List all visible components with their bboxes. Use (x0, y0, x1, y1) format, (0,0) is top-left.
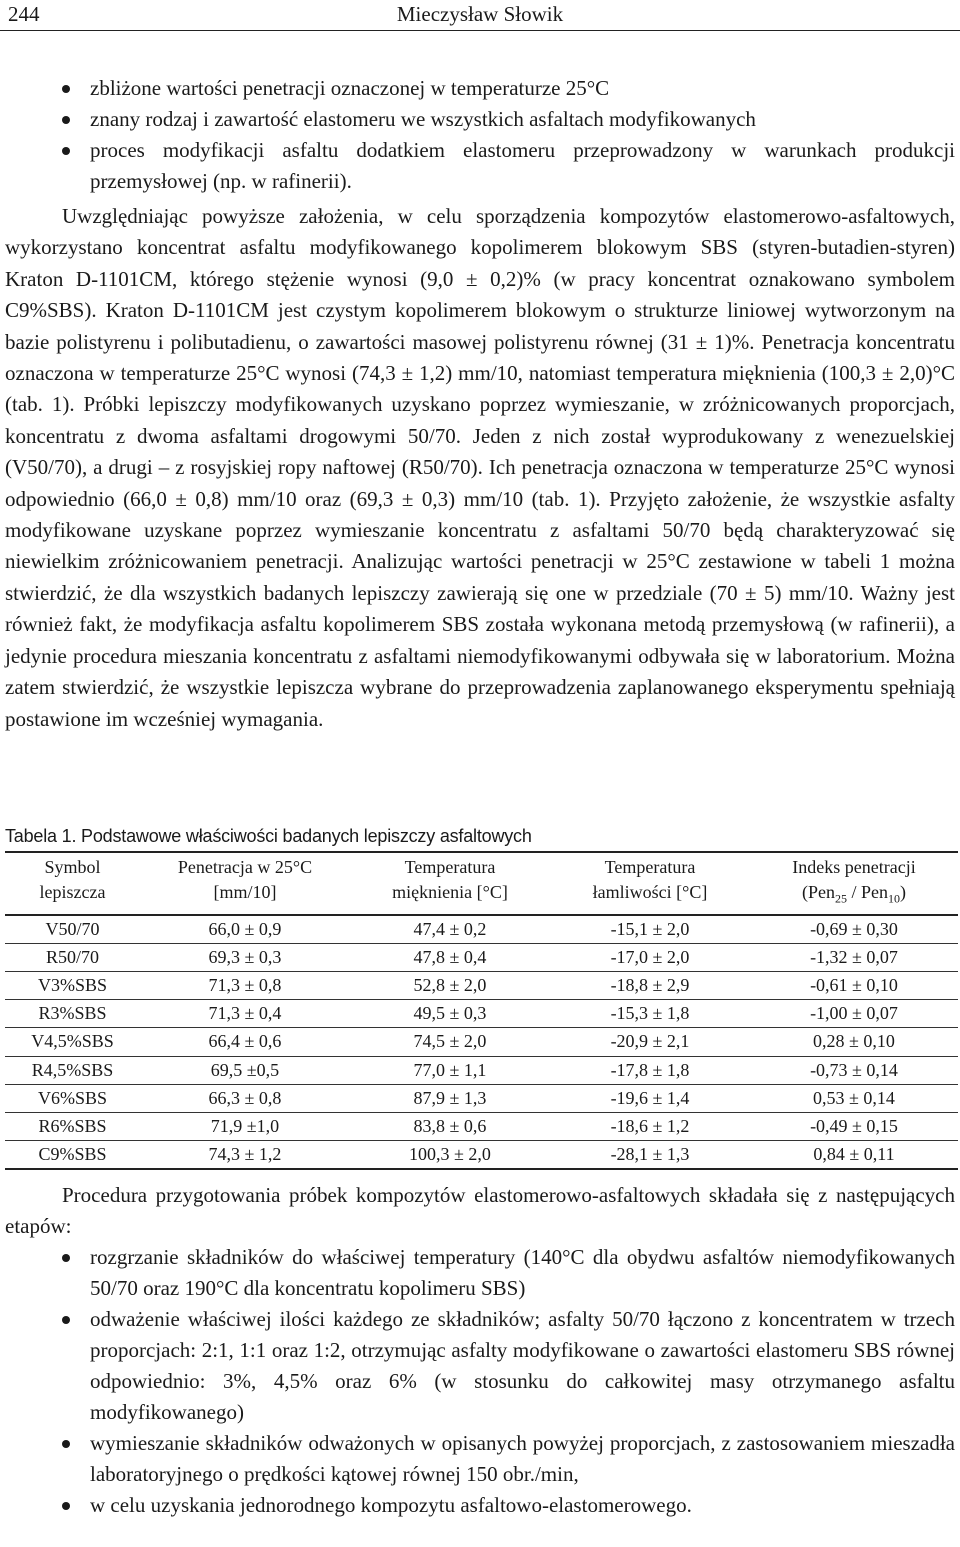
table-cell: -0,69 ± 0,30 (810, 918, 898, 939)
table-cell: -1,32 ± 0,07 (810, 946, 898, 967)
list-item (0, 104, 960, 135)
table-cell: 47,8 ± 0,4 (413, 946, 487, 967)
list-item (0, 1304, 960, 1428)
table-cell: V4,5%SBS (31, 1031, 114, 1052)
table-cell: -28,1 ± 1,3 (610, 1144, 690, 1165)
bullet-icon (62, 85, 70, 93)
table-header-row (5, 852, 958, 915)
column-header-symbol: Symbol lepiszcza (39, 857, 106, 902)
table-cell: V6%SBS (37, 1087, 108, 1108)
table-row (5, 915, 958, 944)
table-cell: V3%SBS (37, 975, 108, 995)
list-item-text: rozgrzanie składników do właściwej temperatury (140°C dla obydwu asfaltów niemodyfikowanych 50/70 oraz 190°C dla koncentratu kopolimeru SBS) (90, 1245, 955, 1300)
table-cell: 0,53 ± 0,14 (813, 1087, 895, 1108)
table-caption: Tabela 1. Podstawowe właściwości badanych lepiszczy asfaltowych (5, 826, 532, 846)
table-cell: V50/70 (45, 918, 100, 939)
paragraph-procedure (5, 1180, 955, 1243)
table-row (5, 1056, 958, 1084)
table-cell: 0,28 ± 0,10 (813, 1031, 895, 1052)
table-cell: 66,3 ± 0,8 (208, 1087, 282, 1108)
paragraph-procedure-text: Procedura przygotowania próbek kompozytów elastomerowo-asfaltowych składała się z następujących etapów: (5, 1183, 955, 1239)
table-cell: 74,5 ± 2,0 (413, 1031, 487, 1052)
table-row (5, 943, 958, 971)
table-cell: -0,61 ± 0,10 (810, 975, 898, 995)
list-item-text: odważenie właściwej ilości każdego ze składników; asfalty 50/70 łączono z koncentratem w trzech proporcjach: 2:1, 1:1 oraz 1:2, otrzymując asfalty modyfikowane o zawartości elastomeru SBS równej odpowiednio: 3%, 4,5% oraz 6% (w stosunku do całkowitej masy otrzymanego asfaltu modyfikowanego) (90, 1307, 955, 1424)
table-row (5, 1000, 958, 1028)
column-header-penetration: Penetracja w 25°C [mm/10] (177, 857, 313, 902)
table-cell: R4,5%SBS (31, 1059, 114, 1080)
page-header (0, 0, 960, 31)
list-item (0, 135, 960, 197)
table-cell: -18,8 ± 2,9 (610, 975, 690, 995)
table-cell: 69,5 ±0,5 (210, 1059, 280, 1080)
table-cell: -18,6 ± 1,2 (610, 1116, 690, 1137)
table-cell: 66,4 ± 0,6 (208, 1031, 282, 1052)
table-cell: R3%SBS (38, 1003, 107, 1024)
page-number: 244 (8, 2, 40, 26)
table-row (5, 1141, 958, 1170)
column-header-breaking-temperature: Temperatura łamliwości [°C] (592, 857, 708, 902)
list-item (0, 1428, 960, 1490)
table-cell: -17,0 ± 2,0 (610, 946, 690, 967)
table-cell: -1,00 ± 0,07 (810, 1003, 898, 1024)
table-cell: 47,4 ± 0,2 (413, 918, 487, 939)
table-row (5, 1028, 958, 1056)
table-cell: 71,9 ±1,0 (210, 1116, 280, 1137)
list-item (0, 1242, 960, 1304)
table-cell: -0,73 ± 0,14 (810, 1059, 898, 1080)
table-cell: -0,49 ± 0,15 (810, 1116, 898, 1137)
paragraph-main (5, 201, 955, 735)
list-item (0, 1490, 960, 1521)
bullet-list-procedure (0, 1242, 960, 1521)
table-cell: 69,3 ± 0,3 (208, 946, 282, 967)
table-cell: 71,3 ± 0,4 (208, 1003, 282, 1024)
bullet-icon (62, 1502, 70, 1510)
table-cell: -15,3 ± 1,8 (610, 1003, 690, 1024)
table-cell: 52,8 ± 2,0 (413, 975, 487, 995)
table-cell: 100,3 ± 2,0 (409, 1144, 491, 1165)
column-header-softening-temperature: Temperatura mięknienia [°C] (392, 857, 508, 902)
table-cell: 83,8 ± 0,6 (413, 1116, 487, 1137)
table-cell: 77,0 ± 1,1 (413, 1059, 487, 1080)
running-head-author: Mieczysław Słowik (396, 2, 564, 26)
column-header-penetration-index: Indeks penetracji (Pen$_{25}$ / Pen$_{10}$) (792, 857, 916, 906)
table-cell: C9%SBS (38, 1144, 107, 1165)
table-cell: -19,6 ± 1,4 (610, 1087, 690, 1108)
bullet-list-requirements (0, 73, 960, 197)
list-item-text: proces modyfikacji asfaltu dodatkiem elastomeru przeprowadzony w warunkach produkcji przemysłowej (np. w rafinerii). (90, 138, 955, 193)
bullet-icon (62, 116, 70, 124)
bullet-icon (62, 147, 70, 155)
list-item-text: zbliżone wartości penetracji oznaczonej w temperaturze 25°C (90, 76, 610, 100)
table-cell: R50/70 (45, 946, 99, 967)
list-item (0, 73, 960, 104)
bullet-icon (62, 1254, 70, 1262)
table-cell: 74,3 ± 1,2 (208, 1144, 282, 1165)
table-cell: 71,3 ± 0,8 (208, 975, 282, 995)
table-cell: 87,9 ± 1,3 (413, 1087, 487, 1108)
list-item-text: znany rodzaj i zawartość elastomeru we wszystkich asfaltach modyfikowanych (90, 107, 756, 131)
table-cell: R6%SBS (38, 1116, 107, 1137)
paragraph-main-text: Uwzględniając powyższe założenia, w celu sporządzenia kompozytów elastomerowo-asfaltowych, wykorzystano koncentrat asfaltu modyfikowanego kopolimerem blokowym SBS (styren-butadien-styren) Kraton D-1101CM, którego stężenie wynosi (9,0 ± 0,2)% (w pracy koncentrat oznakowano symbolem C9%SBS). Kraton D-1101CM jest czystym kopolimerem blokowym o strukturze liniowej wytworzonym na bazie polistyrenu i polibutadienu, o zawartości masowej polistyrenu równej (31 ± 1)%. Penetracja koncentratu oznaczona w temperaturze 25°C wynosi (74,3 ± 1,2) mm/10, natomiast temperatura mięknienia (100,3 ± 2,0)°C (tab. 1). Próbki lepiszczy modyfikowanych uzyskano poprzez wymieszanie, w zróżnicowanych proporcjach, koncentratu z dwoma asfaltami drogowymi 50/70. Jeden z nich został wyprodukowany z wenezuelskiej (V50/70), a drugi – z rosyjskiej ropy naftowej (R50/70). Ich penetracja oznaczona w temperaturze 25°C wynosi odpowiednio (66,0 ± 0,8) mm/10 oraz (69,3 ± 0,3) mm/10 (tab. 1). Przyjęto założenie, że wszystkie asfalty modyfikowane uzyskane poprzez wymieszanie koncentratu z asfaltami 50/70 będą charakteryzować się niewielkim zróżnicowaniem penetracji. Analizując wartości penetracji w 25°C zestawione w tabeli 1 można stwierdzić, że dla wszystkich badanych lepiszczy zawierają się one w przedziale (70 ± 5) mm/10. Ważny jest również fakt, że modyfikacja asfaltu kopolimerem SBS została wykonana metodą przemysłową (w rafinerii), a jedynie procedura mieszania koncentratu z asfaltami niemodyfikowanymi odbywała się w laboratorium. Można zatem stwierdzić, że wszystkie lepiszcza wybrane do przeprowadzenia zaplanowanego eksperymentu spełniają postawione im wcześniej wymagania. (5, 204, 955, 731)
table-cell: -20,9 ± 2,1 (610, 1031, 690, 1052)
bullet-icon (62, 1316, 70, 1324)
table-cell: -15,1 ± 2,0 (610, 918, 690, 939)
table-row (5, 1084, 958, 1112)
table-row (5, 1113, 958, 1141)
table-row (5, 972, 958, 1000)
list-item-text: w celu uzyskania jednorodnego kompozytu asfaltowo-elastomerowego. (90, 1493, 692, 1517)
bullet-icon (62, 1440, 70, 1448)
table-cell: 0,84 ± 0,11 (813, 1144, 895, 1165)
list-item-text: wymieszanie składników odważonych w opisanych powyżej proporcjach, z zastosowaniem mieszadła laboratoryjnego o prędkości kątowej równej 150 obr./min, (90, 1431, 955, 1486)
table-body (5, 915, 958, 1170)
table-cell: 49,5 ± 0,3 (413, 1003, 487, 1024)
table-cell: -17,8 ± 1,8 (610, 1059, 690, 1080)
properties-table (5, 851, 958, 1170)
table-cell: 66,0 ± 0,9 (208, 918, 282, 939)
